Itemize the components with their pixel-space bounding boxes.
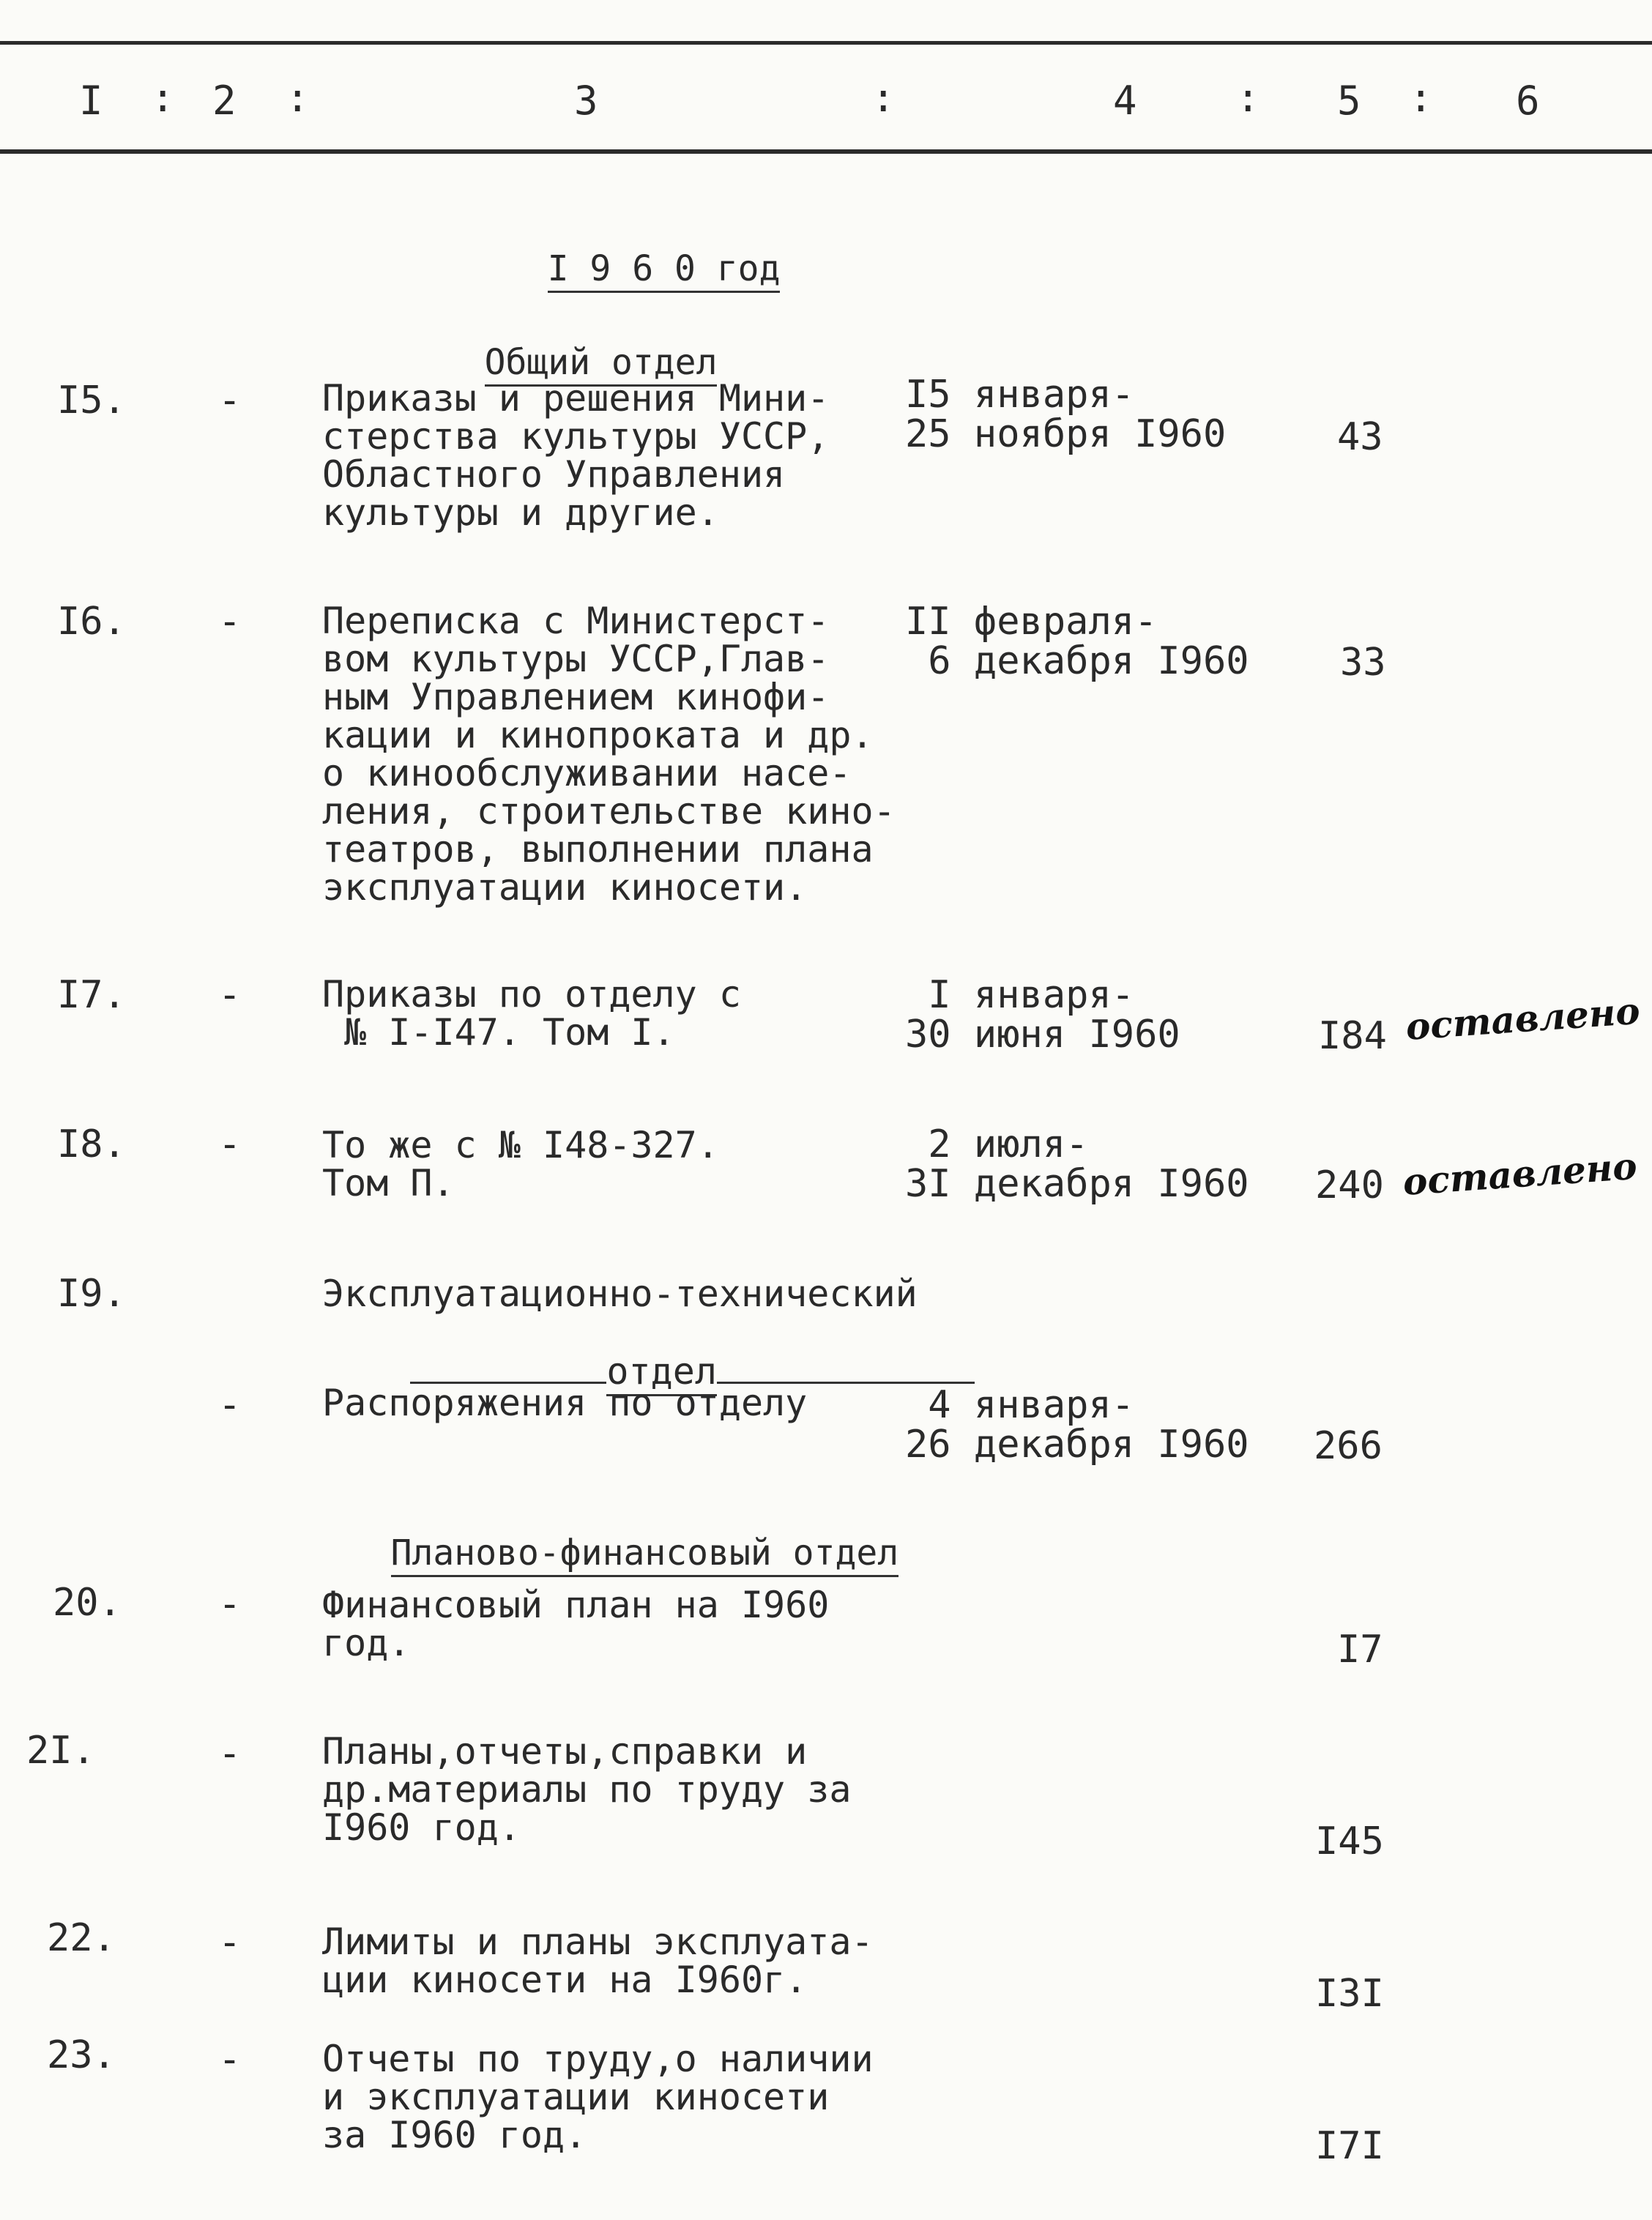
entry-number: I8.: [57, 1122, 126, 1166]
section-technical-text: отдел: [606, 1350, 717, 1396]
entry-dates: I января- 30 июня I960: [905, 973, 1180, 1057]
entry-count: 33: [1340, 641, 1386, 685]
entry-dash: -: [218, 1122, 242, 1166]
entry-number: 23.: [47, 2033, 116, 2077]
entry-dash: -: [218, 1582, 242, 1626]
entry-dash: -: [218, 1921, 242, 1964]
entry-count: I3I: [1315, 1972, 1384, 2016]
entry-dash: -: [218, 1383, 242, 1427]
entry-number: I6.: [57, 600, 126, 644]
entry-count: 43: [1337, 415, 1383, 459]
entry-title: Отчеты по труду,о наличии и эксплуатации киносети за I960 год.: [322, 2038, 874, 2156]
entry-number: I5.: [57, 379, 126, 422]
entry-title: Переписка с Министерст- вом культуры УССР,Глав- ным Управлением кинофи- кации и кинопроката и др. о кинообслуживании насе- ления, строительстве кино- театров, выполнении плана эксплуатации киносети.: [322, 600, 896, 909]
entry-dash: -: [218, 973, 242, 1017]
year-heading-text: I 9 6 0 год: [548, 248, 781, 293]
entry-number: 22.: [47, 1916, 116, 1960]
entry-dates: I5 января- 25 ноября I960: [905, 373, 1227, 456]
header-bottom-rule: [0, 149, 1652, 154]
entry-title: Финансовый план на I960 год.: [322, 1584, 830, 1664]
col-header-5: 5: [1337, 78, 1361, 124]
col-header-1: I: [79, 78, 103, 124]
entry-title: Приказы по отделу с № I-I47. Том I.: [322, 973, 741, 1054]
col-header-6: 6: [1516, 78, 1540, 124]
handwritten-note: оставлено: [1401, 1144, 1639, 1204]
handwritten-note: оставлено: [1404, 988, 1642, 1048]
entry-count: I7: [1337, 1628, 1383, 1672]
entry-dates: II февраля- 6 декабря I960: [905, 600, 1249, 683]
entry-number: 2I.: [26, 1729, 95, 1773]
col-separator: :: [151, 75, 175, 121]
entry-number: I9.: [57, 1272, 126, 1316]
header-top-rule: [0, 41, 1652, 45]
entry-dash: -: [218, 1732, 242, 1776]
entry-count: I7I: [1315, 2124, 1384, 2168]
entry-number: I7.: [57, 973, 126, 1017]
col-separator: :: [286, 75, 310, 121]
entry-title: Приказы и решения Мини- стерства культуры УССР, Областного Управления культуры и другие.: [322, 377, 830, 534]
section-general-text: Общий отдел: [485, 342, 718, 387]
entry-number: 20.: [53, 1581, 122, 1625]
entry-dash: -: [218, 600, 242, 644]
entry-title: Распоряжения по отделу: [322, 1382, 808, 1424]
section-technical-heading-line1: Эксплуатационно-технический: [322, 1273, 918, 1315]
entry-count: 240: [1315, 1163, 1384, 1207]
entry-dates: 2 июля- 3I декабря I960: [905, 1122, 1249, 1206]
entry-count: I45: [1315, 1819, 1384, 1863]
col-header-2: 2: [212, 78, 237, 124]
entry-title: То же с № I48-327. Том П.: [322, 1124, 719, 1204]
entry-dash: -: [218, 379, 242, 422]
entry-title: Планы,отчеты,справки и др.материалы по труду за I960 год.: [322, 1730, 852, 1849]
col-header-4: 4: [1113, 78, 1137, 124]
col-separator: :: [1236, 75, 1260, 121]
entry-title: Лимиты и планы эксплуата- ции киносети на I960г.: [322, 1921, 874, 2001]
entry-dates: 4 января- 26 декабря I960: [905, 1383, 1249, 1467]
col-separator: :: [871, 75, 896, 121]
section-planning-text: Планово-финансовый отдел: [391, 1532, 899, 1577]
col-separator: :: [1409, 75, 1433, 121]
entry-count: I84: [1318, 1014, 1387, 1058]
entry-dash: -: [218, 2038, 242, 2082]
col-header-3: 3: [574, 78, 598, 124]
entry-count: 266: [1314, 1424, 1383, 1468]
